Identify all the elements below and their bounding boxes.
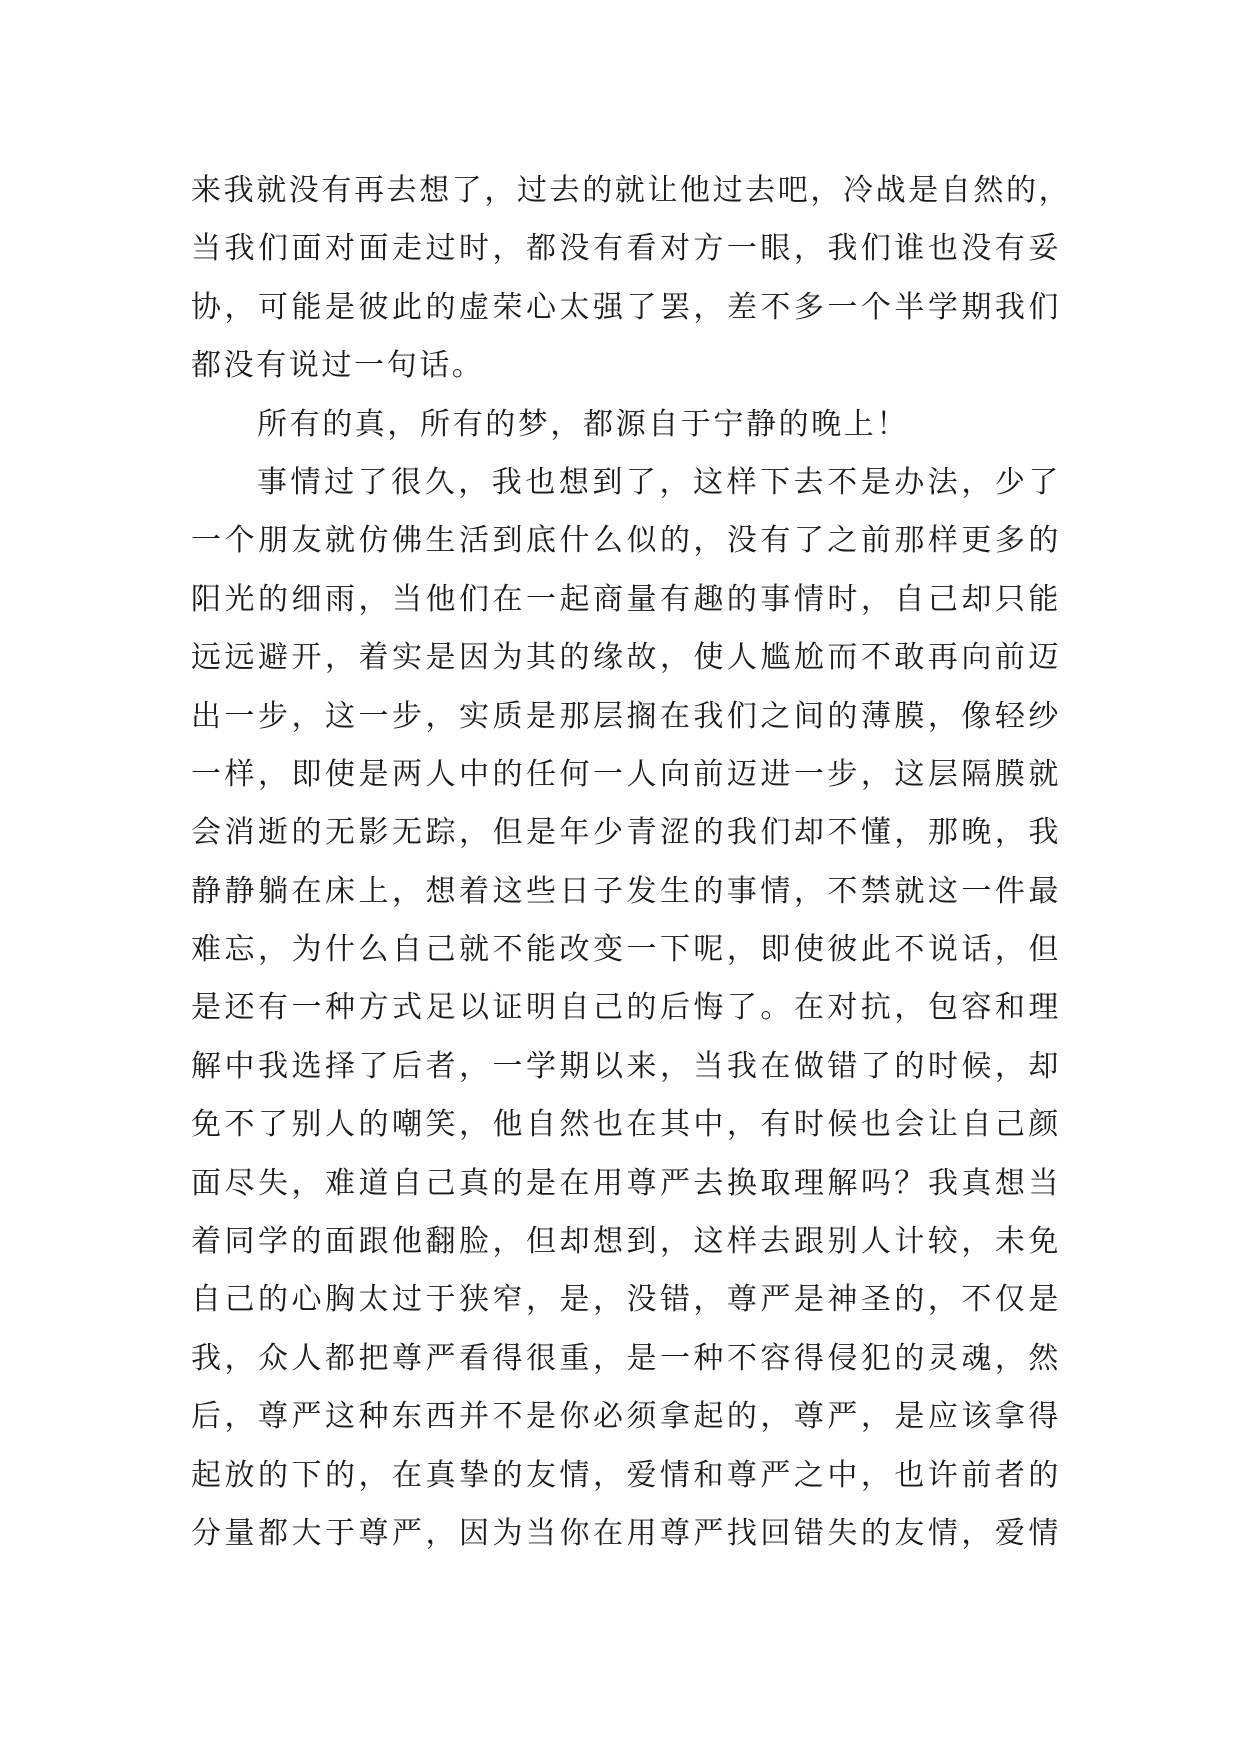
text-line: 解中我选择了后者，一学期以来，当我在做错了的时候，却 <box>191 1048 1061 1084</box>
text-line: 出一步，这一步，实质是那层搁在我们之间的薄膜，像轻纱 <box>191 698 1061 734</box>
text-line: 一个朋友就仿佛生活到底什么似的，没有了之前那样更多的 <box>191 523 1061 559</box>
body-text <box>191 162 1072 1563</box>
text-line: 一样，即使是两人中的任何一人向前迈进一步，这层隔膜就 <box>191 756 1061 792</box>
text-line: 协，可能是彼此的虚荣心太强了罢，差不多一个半学期我们 <box>191 289 1061 325</box>
text-line: 事情过了很久，我也想到了，这样下去不是办法，少了 <box>257 464 1061 500</box>
text-line: 难忘，为什么自己就不能改变一下呢，即使彼此不说话，但 <box>191 932 1061 968</box>
text-line: 当我们面对面走过时，都没有看对方一眼，我们谁也没有妥 <box>191 231 1061 267</box>
text-line: 远远避开，着实是因为其的缘故，使人尴尬而不敢再向前迈 <box>191 640 1061 676</box>
text-line: 免不了别人的嘲笑，他自然也在其中，有时候也会让自己颜 <box>191 1107 1061 1143</box>
text-line: 都没有说过一句话。 <box>191 348 485 384</box>
text-line: 阳光的细雨，当他们在一起商量有趣的事情时，自己却只能 <box>191 581 1061 617</box>
text-line: 分量都大于尊严，因为当你在用尊严找回错失的友情，爱情 <box>191 1515 1061 1551</box>
text-line: 我，众人都把尊严看得很重，是一种不容得侵犯的灵魂，然 <box>191 1340 1061 1376</box>
text-line: 面尽失，难道自己真的是在用尊严去换取理解吗？我真想当 <box>191 1165 1061 1201</box>
text-line: 静静躺在床上，想着这些日子发生的事情，不禁就这一件最 <box>191 873 1061 909</box>
text-line: 起放的下的，在真挚的友情，爱情和尊严之中，也许前者的 <box>191 1457 1061 1493</box>
text-line: 是还有一种方式足以证明自己的后悔了。在对抗，包容和理 <box>191 990 1061 1026</box>
text-line: 后，尊严这种东西并不是你必须拿起的，尊严，是应该拿得 <box>191 1399 1061 1435</box>
text-line: 自己的心胸太过于狭窄，是，没错，尊严是神圣的，不仅是 <box>191 1282 1061 1318</box>
text-line: 着同学的面跟他翻脸，但却想到，这样去跟别人计较，未免 <box>191 1224 1061 1260</box>
text-line: 来我就没有再去想了，过去的就让他过去吧，冷战是自然的， <box>191 173 1072 208</box>
text-line: 所有的真，所有的梦，都源自于宁静的晚上！ <box>257 406 909 442</box>
text-line: 会消逝的无影无踪，但是年少青涩的我们却不懂，那晚，我 <box>191 815 1061 851</box>
